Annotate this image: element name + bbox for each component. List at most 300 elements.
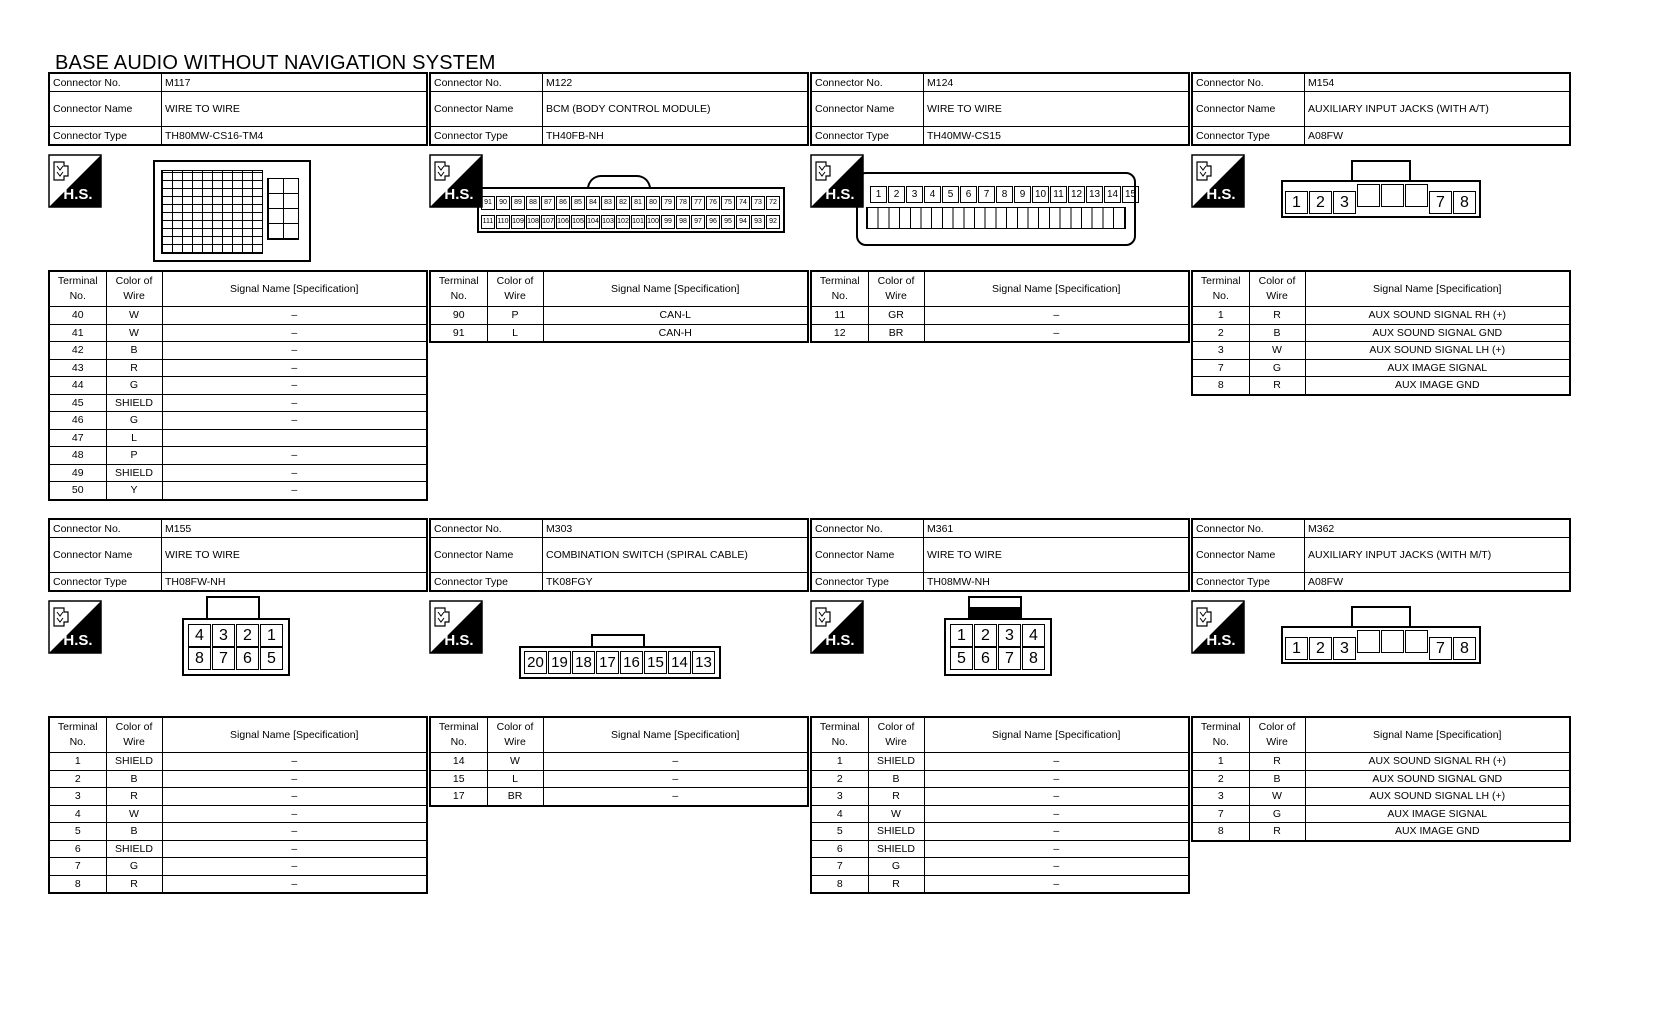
pin-cell: 3 (1333, 191, 1356, 214)
connector-face (153, 160, 311, 262)
connector-number-row (430, 73, 808, 92)
pin-cell: 108 (526, 215, 540, 229)
table-row (811, 324, 1189, 342)
table-row (49, 394, 427, 412)
pin-cell (1357, 184, 1380, 207)
color-header: Color of Wire (487, 271, 543, 307)
signal-cell: – (162, 823, 427, 841)
signal-cell: – (924, 858, 1189, 876)
color-cell: SHIELD (106, 840, 162, 858)
pin-row-bottom (481, 210, 781, 229)
signal-cell: – (162, 377, 427, 395)
color-cell: W (868, 805, 924, 823)
connector-name-row (1192, 538, 1570, 573)
pin-cell: 7 (978, 186, 995, 203)
pin-cell: 83 (601, 196, 615, 210)
table-row (49, 823, 427, 841)
pin-cell: 95 (721, 215, 735, 229)
connector-name-label: Connector Name (1192, 538, 1305, 573)
color-cell: R (868, 788, 924, 806)
pin-cell: 96 (706, 215, 720, 229)
signal-cell: – (162, 324, 427, 342)
terminal-table (429, 716, 809, 807)
terminal-cell: 47 (49, 429, 106, 447)
signal-cell: AUX SOUND SIGNAL LH (+) (1305, 342, 1570, 360)
pin-cell: 19 (548, 651, 571, 674)
signal-cell: – (162, 394, 427, 412)
pin-cell: 15 (1122, 186, 1139, 203)
color-cell: G (106, 377, 162, 395)
terminal-cell: 2 (1192, 324, 1249, 342)
harness-side-icon (48, 154, 102, 208)
pin-cell: 1 (260, 624, 283, 647)
hs-label: H.S. (825, 186, 855, 203)
signal-cell (162, 429, 427, 447)
harness-side-icon (48, 600, 102, 654)
terminal-table (1191, 270, 1571, 396)
connector-number-value: M124 (924, 73, 1190, 92)
terminal-cell: 6 (811, 840, 868, 858)
signal-cell: – (162, 875, 427, 893)
connector-name-row (49, 538, 427, 573)
pin-cell: 2 (1309, 191, 1332, 214)
terminal-table-header (430, 271, 808, 307)
connector-latch (1351, 606, 1411, 628)
connector-name-label: Connector Name (811, 538, 924, 573)
terminal-cell: 42 (49, 342, 106, 360)
table-row (1192, 307, 1570, 325)
color-cell: R (1249, 307, 1305, 325)
hs-label: H.S. (825, 632, 855, 649)
terminal-header: Terminal No. (430, 271, 487, 307)
pin-cell: 110 (496, 215, 510, 229)
connector-number-row (49, 73, 427, 92)
signal-cell: – (162, 307, 427, 325)
pin-cell: 104 (586, 215, 600, 229)
pin-row (524, 651, 716, 674)
connector-number-row (1192, 73, 1570, 92)
color-cell: G (106, 412, 162, 430)
pin-cell: 1 (870, 186, 887, 203)
signal-cell: – (924, 770, 1189, 788)
table-row (811, 805, 1189, 823)
harness-side-icon (1191, 154, 1245, 208)
color-cell: L (487, 770, 543, 788)
connector-name-row (811, 538, 1189, 573)
terminal-cell: 8 (811, 875, 868, 893)
terminal-cell: 15 (430, 770, 487, 788)
pin-cell: 3 (1333, 637, 1356, 660)
signal-header: Signal Name [Specification] (924, 717, 1189, 753)
signal-cell: – (924, 805, 1189, 823)
connector-number-label: Connector No. (430, 73, 543, 92)
pin-cell: 7 (1429, 191, 1452, 214)
table-row (430, 307, 808, 325)
pin-cell: 1 (950, 624, 973, 647)
pin-cell: 4 (188, 624, 211, 647)
connector-info-table (429, 72, 809, 146)
color-cell: R (1249, 823, 1305, 841)
pin-cell: 16 (620, 651, 643, 674)
terminal-table-header (1192, 717, 1570, 753)
pin-cell: 5 (942, 186, 959, 203)
pin-cell: 6 (236, 647, 259, 670)
pin-cell (1381, 630, 1404, 653)
terminal-table (1191, 716, 1571, 842)
table-row (811, 858, 1189, 876)
color-cell: W (106, 324, 162, 342)
color-cell: W (106, 805, 162, 823)
color-cell: BR (868, 324, 924, 342)
pin-cell: 85 (571, 196, 585, 210)
connector-type-label: Connector Type (1192, 573, 1305, 592)
terminal-cell: 48 (49, 447, 106, 465)
pin-row-bottom (188, 647, 284, 670)
pin-cell: 77 (691, 196, 705, 210)
pin-cell: 91 (481, 196, 495, 210)
terminal-cell: 2 (811, 770, 868, 788)
table-row (1192, 805, 1570, 823)
harness-side-icon (429, 154, 483, 208)
pin-cell: 103 (601, 215, 615, 229)
color-cell: P (487, 307, 543, 325)
pin-cell: 94 (736, 215, 750, 229)
terminal-cell: 3 (1192, 788, 1249, 806)
signal-cell: – (543, 753, 808, 771)
connector-name-row (430, 92, 808, 127)
color-cell: SHIELD (106, 464, 162, 482)
pin-cell: 13 (692, 651, 715, 674)
pin-cell: 7 (998, 647, 1021, 670)
table-row (49, 359, 427, 377)
harness-side-icon (1191, 600, 1245, 654)
signal-cell: – (162, 464, 427, 482)
table-row (49, 788, 427, 806)
terminal-cell: 90 (430, 307, 487, 325)
pin-grid-lower (866, 207, 1126, 229)
connector-type-value: TH08FW-NH (162, 573, 428, 592)
connector-name-value: WIRE TO WIRE (924, 538, 1190, 573)
pin-cell: 20 (524, 651, 547, 674)
color-cell: B (1249, 770, 1305, 788)
color-cell: B (1249, 324, 1305, 342)
pin-cell: 11 (1050, 186, 1067, 203)
pin-cell: 109 (511, 215, 525, 229)
color-cell: L (487, 324, 543, 342)
connector-block-m124 (810, 72, 1190, 339)
signal-header: Signal Name [Specification] (162, 271, 427, 307)
pin-cell: 89 (511, 196, 525, 210)
pin-row (1285, 184, 1477, 214)
table-row (1192, 324, 1570, 342)
signal-cell: AUX SOUND SIGNAL LH (+) (1305, 788, 1570, 806)
connector-number-label: Connector No. (1192, 519, 1305, 538)
pin-cell: 12 (1068, 186, 1085, 203)
pin-grid (161, 170, 263, 254)
table-row (49, 875, 427, 893)
pin-cell: 2 (236, 624, 259, 647)
table-row (1192, 788, 1570, 806)
pin-cell: 84 (586, 196, 600, 210)
terminal-cell: 45 (49, 394, 106, 412)
terminal-cell: 1 (1192, 307, 1249, 325)
connector-body (1281, 626, 1481, 664)
connector-block-m154 (1191, 72, 1571, 392)
page-title: BASE AUDIO WITHOUT NAVIGATION SYSTEM (55, 52, 496, 74)
connector-type-row (1192, 573, 1570, 592)
terminal-cell: 7 (811, 858, 868, 876)
table-row (49, 770, 427, 788)
signal-cell: – (924, 753, 1189, 771)
pin-row-top (870, 184, 1137, 203)
connector-body (153, 160, 311, 262)
pin-cell: 18 (572, 651, 595, 674)
signal-cell: – (162, 858, 427, 876)
pin-cell: 79 (661, 196, 675, 210)
pin-row-top (481, 191, 781, 210)
signal-cell: – (924, 840, 1189, 858)
connector-type-value: A08FW (1305, 127, 1571, 146)
connector-name-row (430, 538, 808, 573)
terminal-cell: 7 (1192, 805, 1249, 823)
color-cell: G (106, 858, 162, 876)
pin-cell: 72 (766, 196, 780, 210)
terminal-cell: 44 (49, 377, 106, 395)
terminal-cell: 1 (811, 753, 868, 771)
terminal-cell: 8 (49, 875, 106, 893)
terminal-cell: 1 (1192, 753, 1249, 771)
pin-cell: 100 (646, 215, 660, 229)
connector-block-m122 (429, 72, 809, 339)
signal-cell: CAN-L (543, 307, 808, 325)
color-cell: G (1249, 359, 1305, 377)
pin-cell: 1 (1285, 191, 1308, 214)
terminal-table-header (1192, 271, 1570, 307)
table-row (49, 805, 427, 823)
signal-cell: AUX IMAGE GND (1305, 823, 1570, 841)
signal-cell: – (162, 447, 427, 465)
terminal-cell: 5 (811, 823, 868, 841)
table-row (49, 447, 427, 465)
pin-cell: 8 (188, 647, 211, 670)
connector-name-value: BCM (BODY CONTROL MODULE) (543, 92, 809, 127)
connector-latch (968, 596, 1022, 620)
terminal-header: Terminal No. (811, 717, 868, 753)
pin-cell: 74 (736, 196, 750, 210)
connector-name-label: Connector Name (430, 92, 543, 127)
pin-cell: 80 (646, 196, 660, 210)
signal-header: Signal Name [Specification] (543, 271, 808, 307)
signal-cell: – (924, 788, 1189, 806)
pin-cell: 75 (721, 196, 735, 210)
connector-type-value: TH08MW-NH (924, 573, 1190, 592)
connector-name-value: AUXILIARY INPUT JACKS (WITH M/T) (1305, 538, 1571, 573)
pin-cell: 6 (960, 186, 977, 203)
pin-cell (1405, 630, 1428, 653)
pin-cell: 14 (1104, 186, 1121, 203)
terminal-table (810, 270, 1190, 343)
table-row (811, 823, 1189, 841)
signal-cell: CAN-H (543, 324, 808, 342)
table-row (49, 307, 427, 325)
table-row (49, 753, 427, 771)
terminal-table (810, 716, 1190, 894)
connector-block-m362 (1191, 518, 1571, 838)
table-row (49, 412, 427, 430)
signal-cell: – (162, 770, 427, 788)
terminal-header: Terminal No. (49, 717, 106, 753)
pin-cell: 2 (1309, 637, 1332, 660)
terminal-cell: 49 (49, 464, 106, 482)
connector-number-label: Connector No. (49, 73, 162, 92)
pin-cell (1381, 184, 1404, 207)
color-header: Color of Wire (868, 271, 924, 307)
pin-cell: 3 (212, 624, 235, 647)
pin-cell: 81 (631, 196, 645, 210)
terminal-cell: 6 (49, 840, 106, 858)
color-cell: R (1249, 377, 1305, 395)
color-cell: R (868, 875, 924, 893)
terminal-cell: 7 (1192, 359, 1249, 377)
terminal-table-header (430, 717, 808, 753)
connector-number-value: M154 (1305, 73, 1571, 92)
pin-grid-side (267, 178, 299, 240)
table-row (49, 464, 427, 482)
pin-cell: 7 (1429, 637, 1452, 660)
color-cell: B (106, 770, 162, 788)
connector-body (944, 618, 1052, 676)
table-row (811, 753, 1189, 771)
connector-block-m155 (48, 518, 428, 890)
pin-cell: 76 (706, 196, 720, 210)
signal-cell: AUX IMAGE SIGNAL (1305, 805, 1570, 823)
pin-cell (1357, 630, 1380, 653)
table-row (49, 324, 427, 342)
color-cell: SHIELD (868, 840, 924, 858)
table-row (430, 753, 808, 771)
connector-number-value: M122 (543, 73, 809, 92)
terminal-cell: 14 (430, 753, 487, 771)
terminal-cell: 2 (1192, 770, 1249, 788)
pin-cell: 98 (676, 215, 690, 229)
color-cell: BR (487, 788, 543, 806)
pin-cell: 107 (541, 215, 555, 229)
terminal-cell: 17 (430, 788, 487, 806)
color-cell: W (487, 753, 543, 771)
connector-body (182, 618, 290, 676)
color-header: Color of Wire (1249, 271, 1305, 307)
terminal-cell: 1 (49, 753, 106, 771)
pin-cell: 87 (541, 196, 555, 210)
pin-row-top (950, 624, 1046, 647)
table-row (811, 307, 1189, 325)
connector-name-row (1192, 92, 1570, 127)
signal-cell: – (162, 412, 427, 430)
pin-cell: 111 (481, 215, 495, 229)
connector-number-row (49, 519, 427, 538)
color-cell: R (1249, 753, 1305, 771)
connector-type-row (430, 573, 808, 592)
terminal-cell: 91 (430, 324, 487, 342)
table-row (811, 770, 1189, 788)
pin-cell (1405, 184, 1428, 207)
table-row (49, 858, 427, 876)
connector-info-table (429, 518, 809, 592)
connector-name-label: Connector Name (811, 92, 924, 127)
terminal-table-header (811, 271, 1189, 307)
terminal-cell: 40 (49, 307, 106, 325)
table-row (49, 342, 427, 360)
color-cell: SHIELD (106, 394, 162, 412)
table-row (430, 324, 808, 342)
terminal-header: Terminal No. (811, 271, 868, 307)
table-row (1192, 342, 1570, 360)
connector-info-table (1191, 72, 1571, 146)
pin-cell: 4 (924, 186, 941, 203)
pin-cell: 102 (616, 215, 630, 229)
pin-cell: 88 (526, 196, 540, 210)
connector-face (944, 618, 1052, 676)
table-row (49, 429, 427, 447)
pin-cell: 73 (751, 196, 765, 210)
pin-cell: 2 (974, 624, 997, 647)
color-cell: SHIELD (106, 753, 162, 771)
table-row (430, 770, 808, 788)
connector-type-row (1192, 127, 1570, 146)
color-cell: P (106, 447, 162, 465)
signal-cell: – (162, 342, 427, 360)
signal-header: Signal Name [Specification] (162, 717, 427, 753)
connector-type-row (430, 127, 808, 146)
connector-number-value: M361 (924, 519, 1190, 538)
pin-cell: 92 (766, 215, 780, 229)
pin-cell: 1 (1285, 637, 1308, 660)
signal-cell: AUX SOUND SIGNAL GND (1305, 770, 1570, 788)
pin-cell: 8 (1022, 647, 1045, 670)
signal-cell: – (162, 840, 427, 858)
connector-info-table (48, 72, 428, 146)
connector-type-label: Connector Type (1192, 127, 1305, 146)
table-row (49, 840, 427, 858)
connector-name-row (49, 92, 427, 127)
connector-number-label: Connector No. (430, 519, 543, 538)
terminal-cell: 3 (811, 788, 868, 806)
connector-number-value: M155 (162, 519, 428, 538)
hs-label: H.S. (1206, 186, 1236, 203)
pin-cell: 4 (1022, 624, 1045, 647)
hs-label: H.S. (1206, 632, 1236, 649)
signal-cell: – (162, 753, 427, 771)
connector-number-label: Connector No. (811, 519, 924, 538)
table-row (1192, 377, 1570, 395)
hs-label: H.S. (444, 632, 474, 649)
signal-cell: – (162, 482, 427, 500)
connector-block-m361 (810, 518, 1190, 890)
table-row (1192, 770, 1570, 788)
signal-cell: AUX IMAGE SIGNAL (1305, 359, 1570, 377)
color-cell: SHIELD (868, 823, 924, 841)
connector-type-value: TH80MW-CS16-TM4 (162, 127, 428, 146)
hs-label: H.S. (63, 186, 93, 203)
connector-info-table (48, 518, 428, 592)
connector-name-value: WIRE TO WIRE (924, 92, 1190, 127)
terminal-cell: 7 (49, 858, 106, 876)
terminal-table-header (811, 717, 1189, 753)
signal-cell: – (162, 359, 427, 377)
connector-number-row (430, 519, 808, 538)
color-cell: R (106, 788, 162, 806)
pin-cell: 7 (212, 647, 235, 670)
